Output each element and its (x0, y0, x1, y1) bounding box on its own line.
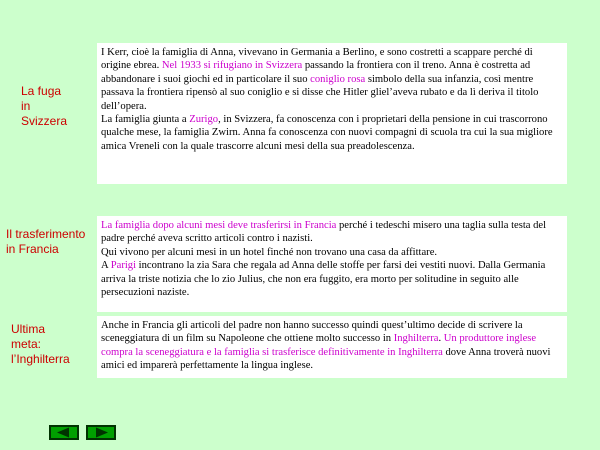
paragraph (101, 246, 563, 259)
body-text: perché i tedeschi misero una taglia sulla testa del padre perché aveva scritto articoli contro i nazisti. (101, 220, 547, 245)
body-text: Qui vivono per alcuni mesi in un hotel finché non trovano una casa da affittare. (101, 246, 438, 258)
prev-button[interactable] (49, 425, 79, 440)
body-text: , in Svizzera, fa conoscenza con i proprietari della pensione in cui trascorrono qualche mese, la famiglia Zwirn. Anna fa conoscenza con nuovi compagni di scuola tra cui la sua migliore amica Vreneli con la quale trascorre alcuni mesi della sua preadolescenza. (101, 114, 553, 152)
section-text-trasferimento (97, 216, 567, 312)
section-label-inghilterra (11, 322, 70, 367)
body-text: I Kerr, cioè la famiglia di Anna, vivevano in Germania a Berlino, e sono costretti a scappare perché di origine ebrea. (101, 47, 533, 72)
section-label-line: Svizzera (21, 114, 68, 128)
paragraph (101, 319, 563, 373)
section-label-trasferimento (6, 227, 85, 257)
paragraph (101, 46, 563, 113)
section-label-line: La fuga (21, 84, 62, 98)
highlight-text: La famiglia dopo alcuni mesi deve trasferirsi in Francia (101, 220, 337, 231)
highlight-text: Un produttore inglese compra la sceneggiatura e la famiglia si trasferisce definitivamente in Inghilterra (101, 333, 537, 358)
body-text: incontrano la zia Sara che regala ad Anna delle stoffe per farsi dei vestiti nuovi. Dalla Germania arriva la triste notizia che lo zio Julius, che non era fuggito, era morto per solitudine in seguito alle persecuzioni naziste. (101, 260, 546, 299)
next-button[interactable] (86, 425, 116, 440)
body-text: A (101, 260, 111, 272)
highlight-text: Parigi (110, 260, 137, 272)
section-label-line: Il trasferimento (6, 227, 86, 241)
section-text-fuga (97, 43, 567, 184)
paragraph (101, 219, 563, 246)
body-text: dove Anna troverà nuovi amici ed imparerà perfettamente la lingua inglese. (101, 346, 551, 372)
body-text: passando la frontiera con il treno. Anna è costretta ad abbandonare i suoi giochi ed in particolare il suo (101, 60, 531, 85)
section-text-inghilterra (97, 316, 567, 378)
highlight-text: coniglio rosa (310, 73, 366, 85)
paragraph (101, 259, 563, 299)
paragraph (101, 113, 563, 153)
section-label-line: l’Inghilterra (11, 352, 70, 366)
highlight-text: Nel 1933 si rifugiano in Svizzera (161, 60, 303, 72)
body-text: Anche in Francia gli articoli del padre non hanno successo quindi quest’ultimo decide di scrivere la sceneggiatura di un film su Napoleone che ottiene molto successo in (101, 320, 523, 345)
section-label-fuga (21, 84, 67, 129)
highlight-text: Zurigo (189, 114, 219, 126)
section-label-line: Ultima (11, 322, 46, 336)
body-text: simbolo della sua infanzia, così mentre passava la frontiera ripensò al suo coniglio e si disse che Hitler gliel’aveva rubato e da lì deriva il titolo dell’opera. (101, 73, 539, 112)
arrow-right-icon (92, 427, 110, 438)
body-text: La famiglia giunta a (101, 114, 190, 126)
arrow-left-icon (55, 427, 73, 438)
section-label-line: in (21, 99, 31, 113)
section-label-line: in Francia (6, 242, 59, 256)
highlight-text: Inghilterra (393, 333, 439, 345)
section-label-line: meta: (11, 337, 42, 351)
body-text: . (438, 333, 444, 345)
